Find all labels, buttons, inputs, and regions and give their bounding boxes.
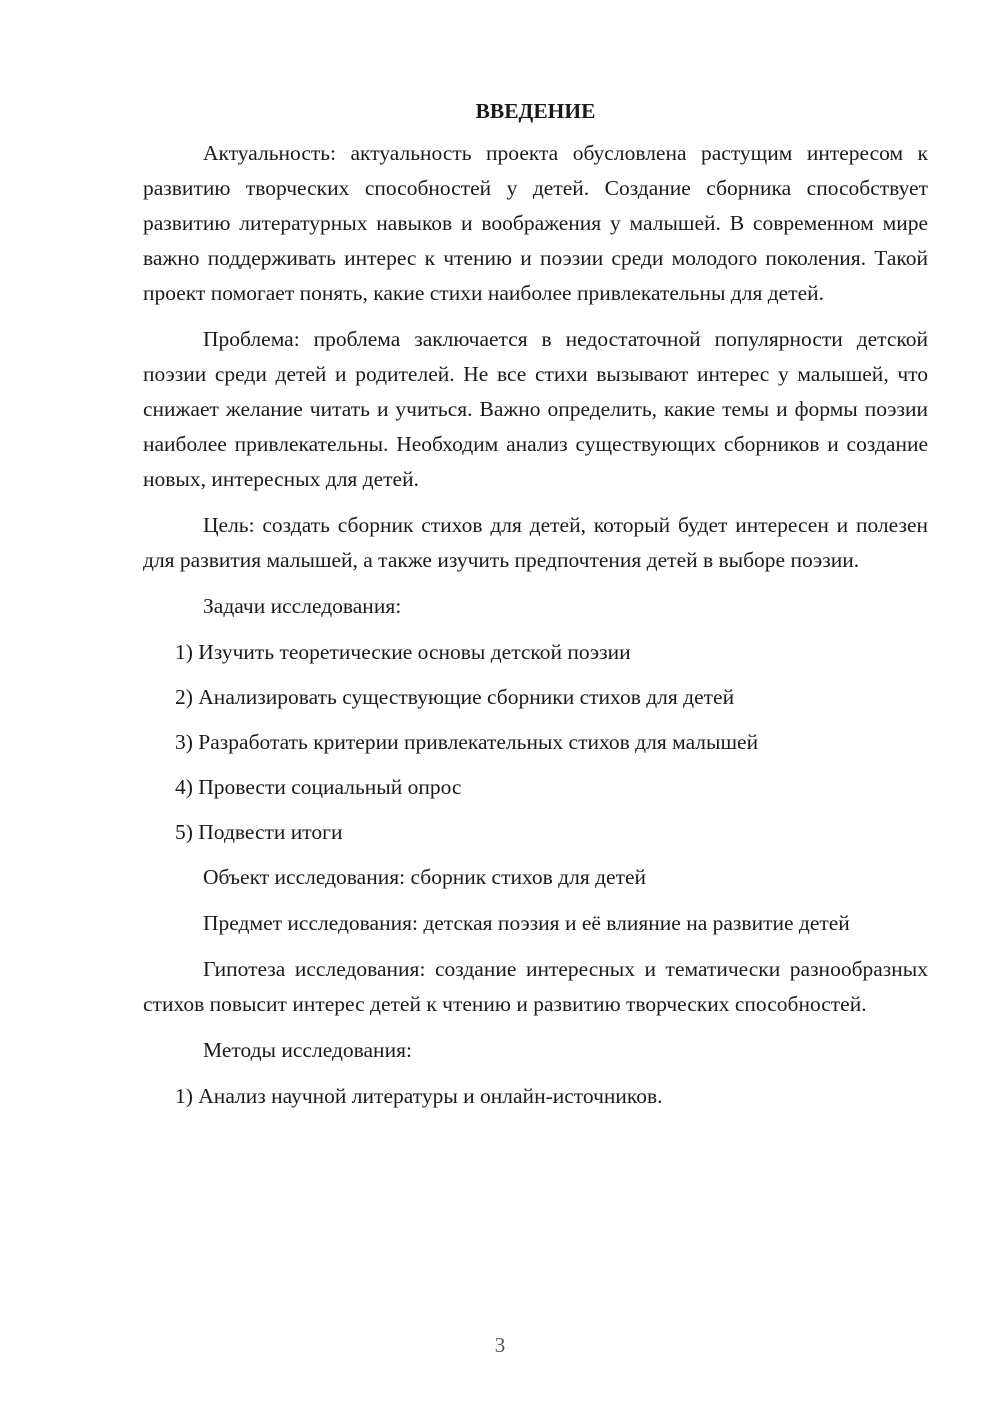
paragraph-hypothesis: Гипотеза исследования: создание интересных и тематически разнообразных стихов повысит интерес детей к чтению и развитию творческих способностей. [143, 957, 928, 1016]
document-page [143, 96, 928, 1124]
page-number: 3 [494, 1333, 506, 1357]
task-item-3: 3) Разработать критерии привлекательных стихов для малышей [175, 730, 759, 754]
task-item-2: 2) Анализировать существующие сборники стихов для детей [175, 685, 735, 709]
tasks-heading: Задачи исследования: [203, 594, 402, 618]
paragraph-subject: Предмет исследования: детская поэзия и её влияние на развитие детей [203, 911, 850, 935]
paragraph-relevance: Актуальность: актуальность проекта обусловлена растущим интересом к развитию творческих способностей у детей. Создание сборника способствует развитию литературных навыков и воображения у малышей. В современном мире важно поддерживать интерес к чтению и поэзии среди молодого поколения. Такой проект помогает понять, какие стихи наиболее привлекательны для детей. [143, 141, 928, 305]
section-title: ВВЕДЕНИЕ [475, 99, 596, 123]
method-item-1: 1) Анализ научной литературы и онлайн-источников. [175, 1084, 663, 1108]
paragraph-problem: Проблема: проблема заключается в недостаточной популярности детской поэзии среди детей и родителей. Не все стихи вызывают интерес у малышей, что снижает желание читать и учиться. Важно определить, какие темы и формы поэзии наиболее привлекательны. Необходим анализ существующих сборников и создание новых, интересных для детей. [143, 327, 928, 491]
task-item-4: 4) Провести социальный опрос [175, 775, 462, 799]
task-item-1: 1) Изучить теоретические основы детской поэзии [175, 640, 631, 664]
task-item-5: 5) Подвести итоги [175, 820, 343, 844]
methods-heading: Методы исследования: [203, 1038, 412, 1062]
paragraph-object: Объект исследования: сборник стихов для детей [203, 865, 647, 889]
paragraph-goal: Цель: создать сборник стихов для детей, который будет интересен и полезен для развития малышей, а также изучить предпочтения детей в выборе поэзии. [143, 513, 928, 572]
